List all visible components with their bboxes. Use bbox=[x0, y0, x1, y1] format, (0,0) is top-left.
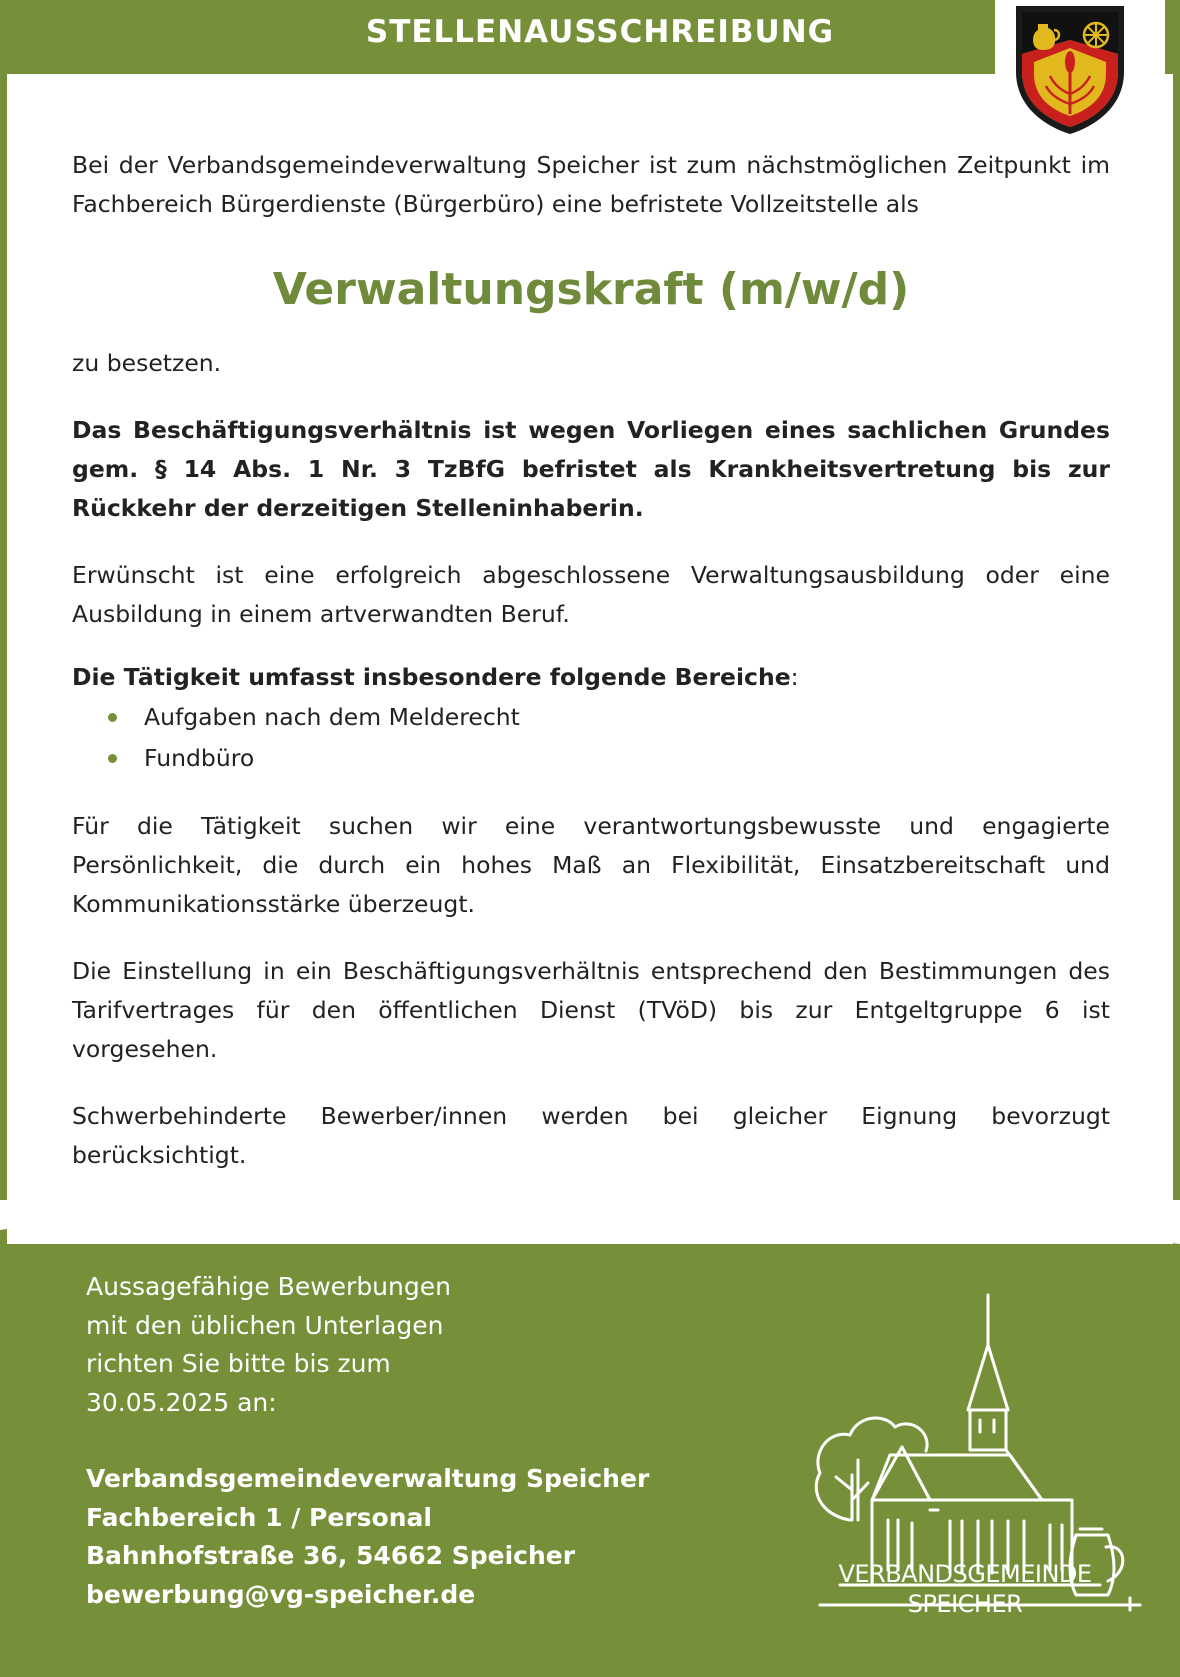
list-item: Aufgaben nach dem Melderecht bbox=[108, 697, 1110, 738]
address-line: Bahnhofstraße 36, 54662 Speicher bbox=[86, 1541, 576, 1570]
tasks-list bbox=[108, 697, 1110, 779]
application-email[interactable]: bewerbung@vg-speicher.de bbox=[86, 1579, 476, 1609]
to-fill-text: zu besetzen. bbox=[72, 349, 222, 377]
tasks-heading bbox=[72, 658, 1110, 697]
intro-text: Bei der Verbandsgemeindeverwaltung Speicher ist zum nächstmöglichen Zeitpunkt im Fachbereich Bürgerdienste (Bürgerbüro) eine befristete Vollzeitstelle als bbox=[72, 151, 1110, 218]
list-item: Fundbüro bbox=[108, 738, 1110, 779]
application-deadline: 30.05.2025 an: bbox=[86, 1387, 277, 1417]
personality-text: Für die Tätigkeit suchen wir eine verantwortungsbewusste und engagierte Persönlichkeit, die durch ein hohes Maß an Flexibilität, Einsatzbereitschaft und Kommunikationsstärke überzeugt. bbox=[72, 812, 1110, 918]
logo-wordmark bbox=[780, 1559, 1150, 1619]
apply-line: Aussagefähige Bewerbungen bbox=[86, 1272, 451, 1301]
salary-text: Die Einstellung in ein Beschäftigungsverhältnis entsprechend den Bestimmungen des Tarifvertrages für den öffentlichen Dienst (TVöD) bis zur Entgeltgruppe 6 ist vorgesehen. bbox=[72, 957, 1110, 1063]
apply-line: mit den üblichen Unterlagen bbox=[86, 1310, 444, 1340]
coat-of-arms-icon bbox=[1010, 2, 1130, 136]
address-line: Verbandsgemeindeverwaltung Speicher bbox=[86, 1464, 650, 1493]
fixed-term-notice: Das Beschäftigungsverhältnis ist wegen Vorliegen eines sachlichen Grundes gem. § 14 Abs. 1 Nr. 3 TzBfG befristet als Krankheitsvertretung bis zur Rückkehr der derzeitigen Stelleninhaberin. bbox=[72, 416, 1110, 522]
tasks-heading-colon: : bbox=[790, 663, 799, 691]
logo-line: SPEICHER bbox=[907, 1590, 1023, 1618]
header-title: STELLENAUSSCHREIBUNG bbox=[365, 14, 835, 50]
job-title: Verwaltungskraft (m/w/d) bbox=[272, 264, 910, 315]
address-line: Fachbereich 1 / Personal bbox=[86, 1502, 432, 1532]
application-info bbox=[86, 1268, 736, 1614]
tasks-heading-label: Die Tätigkeit umfasst insbesondere folgende Bereiche bbox=[72, 663, 791, 691]
posting-body bbox=[72, 146, 1110, 1175]
apply-line: richten Sie bitte bis zum bbox=[86, 1349, 391, 1378]
logo-line: VERBANDSGEMEINDE bbox=[838, 1560, 1092, 1588]
qualification-text: Erwünscht ist eine erfolgreich abgeschlossene Verwaltungsausbildung oder eine Ausbildung in einem artverwandten Beruf. bbox=[72, 561, 1110, 628]
disability-notice: Schwerbehinderte Bewerber/innen werden bei gleicher Eignung bevorzugt berücksichtigt. bbox=[72, 1102, 1110, 1169]
